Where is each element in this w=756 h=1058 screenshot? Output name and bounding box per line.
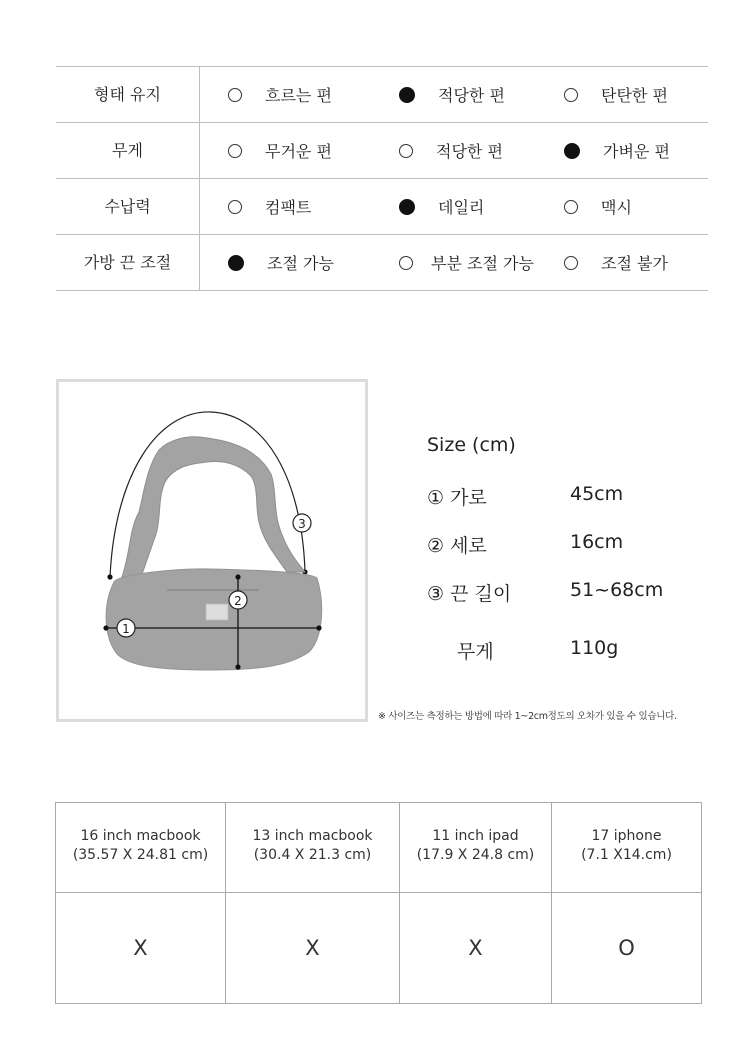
- attribute-row-strap: [56, 235, 708, 291]
- attribute-table: [56, 66, 708, 291]
- column-divider: [199, 67, 200, 122]
- radio-dot-icon: [564, 256, 578, 270]
- bag-label-patch: [206, 604, 228, 620]
- marker-label: 3: [298, 517, 306, 531]
- radio-dot-icon: [564, 88, 578, 102]
- size-key: ② 세로: [427, 535, 487, 557]
- bag-illustration: [59, 382, 365, 719]
- device-name: 13 inch macbook: [252, 828, 373, 844]
- radio-dot-icon: [399, 256, 413, 270]
- option-label: 데일리: [438, 198, 485, 217]
- device-fit-table: [55, 802, 702, 1004]
- size-key: ① 가로: [427, 487, 487, 509]
- device-fit-value: X: [468, 936, 483, 960]
- option: [228, 235, 334, 290]
- size-value: 51~68cm: [570, 579, 664, 601]
- radio-dot-filled-icon: [399, 199, 415, 215]
- radio-dot-icon: [564, 200, 578, 214]
- attribute-label: 가방 끈 조절: [83, 253, 172, 272]
- strap-end-dot: [107, 574, 112, 579]
- device-header: [56, 803, 225, 892]
- marker-height: [229, 591, 247, 609]
- option-label: 조절 불가: [601, 254, 668, 273]
- height-end-dot: [235, 574, 240, 579]
- option: [564, 235, 668, 290]
- width-end-dot: [316, 625, 321, 630]
- device-fit-value: O: [618, 936, 635, 960]
- radio-dot-filled-icon: [228, 255, 244, 271]
- size-key: 무게: [457, 641, 494, 663]
- size-value: 110g: [570, 637, 619, 659]
- radio-dot-filled-icon: [564, 143, 580, 159]
- radio-dot-icon: [399, 144, 413, 158]
- option: [228, 67, 332, 122]
- column-divider: [199, 123, 200, 178]
- option: [564, 123, 670, 178]
- option-label: 무거운 편: [265, 142, 332, 161]
- option-label: 가벼운 편: [603, 142, 670, 161]
- radio-dot-icon: [228, 88, 242, 102]
- size-value: 45cm: [570, 483, 624, 505]
- device-fit-value: X: [305, 936, 320, 960]
- height-end-dot: [235, 664, 240, 669]
- device-name: 17 iphone: [591, 828, 662, 844]
- device-header: [226, 803, 399, 892]
- column-divider: [199, 235, 200, 290]
- attribute-row-shape: [56, 67, 708, 123]
- radio-dot-icon: [228, 200, 242, 214]
- option: [564, 179, 632, 234]
- option: [564, 67, 668, 122]
- option: [399, 235, 534, 290]
- attribute-row-weight: [56, 123, 708, 179]
- option-label: 적당한 편: [438, 86, 505, 105]
- marker-label: 1: [122, 622, 130, 636]
- attribute-label: 수납력: [104, 197, 151, 216]
- device-header: [400, 803, 551, 892]
- device-dims: (30.4 X 21.3 cm): [253, 847, 372, 863]
- option: [399, 179, 484, 234]
- option: [228, 123, 332, 178]
- option-label: 적당한 편: [436, 142, 503, 161]
- bag-size-figure: [56, 379, 368, 722]
- marker-width: [117, 619, 135, 637]
- device-header: [552, 803, 701, 892]
- device-name: 11 inch ipad: [432, 828, 519, 844]
- size-key: ③ 끈 길이: [427, 583, 512, 605]
- option-label: 탄탄한 편: [601, 86, 668, 105]
- marker-label: 2: [234, 594, 242, 608]
- device-dims: (17.9 X 24.8 cm): [416, 847, 535, 863]
- marker-strap: [293, 514, 311, 532]
- option: [399, 123, 503, 178]
- attribute-row-capacity: [56, 179, 708, 235]
- option-label: 흐르는 편: [265, 86, 332, 105]
- option-label: 조절 가능: [267, 254, 334, 273]
- size-value: 16cm: [570, 531, 624, 553]
- device-dims: (7.1 X14.cm): [581, 847, 672, 863]
- radio-dot-icon: [228, 144, 242, 158]
- option: [399, 67, 505, 122]
- option-label: 컴팩트: [265, 198, 312, 217]
- device-dims: (35.57 X 24.81 cm): [72, 847, 209, 863]
- size-title: Size (cm): [427, 434, 516, 456]
- radio-dot-filled-icon: [399, 87, 415, 103]
- column-divider: [199, 179, 200, 234]
- size-note: ※ 사이즈는 측정하는 방법에 따라 1~2cm정도의 오차가 있을 수 있습니다.: [378, 711, 677, 722]
- option: [228, 179, 311, 234]
- attribute-label: 무게: [112, 141, 143, 160]
- attribute-label: 형태 유지: [94, 85, 161, 104]
- device-name: 16 inch macbook: [80, 828, 201, 844]
- option-label: 맥시: [601, 198, 632, 217]
- width-end-dot: [103, 625, 108, 630]
- device-fit-value: X: [133, 936, 148, 960]
- option-label: 부분 조절 가능: [431, 254, 534, 273]
